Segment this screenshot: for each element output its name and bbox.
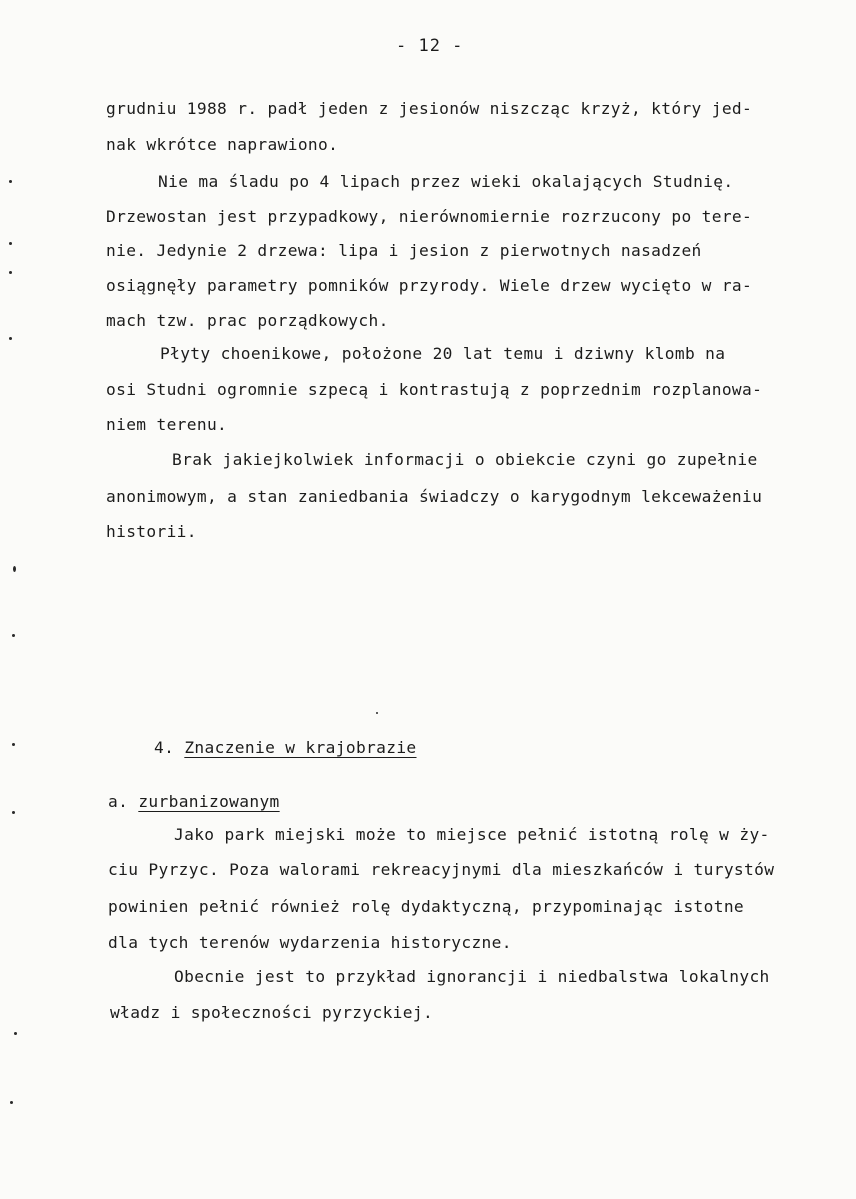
margin-speck [14, 1032, 17, 1035]
subsection-heading [108, 792, 280, 812]
section-number: 4. [154, 738, 175, 757]
margin-speck [12, 811, 15, 814]
text-line: powinien pełnić również rolę dydaktyczną, przypominając istotne [108, 897, 745, 916]
subsection-letter: a. [108, 792, 129, 811]
text-line: osi Studni ogromnie szpecą i kontrastują z poprzednim rozplanowa- [106, 380, 763, 399]
text-line: niem terenu. [106, 415, 228, 434]
margin-speck [9, 180, 12, 183]
text-line: władz i społeczności pyrzyckiej. [110, 1003, 434, 1022]
text-line: Brak jakiejkolwiek informacji o obiekcie czyni go zupełnie [172, 450, 758, 469]
text-line: nie. Jedynie 2 drzewa: lipa i jesion z pierwotnych nasadzeń [106, 241, 702, 260]
text-line: Obecnie jest to przykład ignorancji i niedbalstwa lokalnych [174, 967, 770, 986]
text-line: Jako park miejski może to miejsce pełnić istotną rolę w ży- [174, 825, 770, 844]
margin-speck [12, 743, 15, 746]
margin-speck [376, 712, 378, 714]
page-number: - 12 - [396, 36, 464, 56]
margin-speck [9, 242, 12, 245]
text-line: grudniu 1988 r. padł jeden z jesionów niszcząc krzyż, który jed- [106, 99, 753, 118]
text-line: mach tzw. prac porządkowych. [106, 311, 389, 330]
text-line: historii. [106, 522, 197, 541]
subsection-title: zurbanizowanym [138, 792, 280, 811]
section-title: Znaczenie w krajobrazie [184, 738, 417, 757]
text-line: anonimowym, a stan zaniedbania świadczy o karygodnym lekceważeniu [106, 487, 763, 506]
text-line: osiągnęły parametry pomników przyrody. Wiele drzew wycięto w ra- [106, 276, 753, 295]
text-line: dla tych terenów wydarzenia historyczne. [108, 933, 512, 952]
section-heading [154, 738, 417, 758]
margin-speck [9, 271, 12, 274]
margin-speck [13, 566, 16, 572]
text-line: ciu Pyrzyc. Poza walorami rekreacyjnymi dla mieszkańców i turystów [108, 860, 775, 879]
margin-speck [12, 634, 15, 637]
margin-speck [10, 1101, 13, 1104]
margin-speck [9, 337, 12, 340]
text-line: Drzewostan jest przypadkowy, nierównomiernie rozrzucony po tere- [106, 207, 753, 226]
text-line: nak wkrótce naprawiono. [106, 135, 339, 154]
text-line: Płyty choenikowe, położone 20 lat temu i dziwny klomb na [160, 344, 726, 363]
text-line: Nie ma śladu po 4 lipach przez wieki okalających Studnię. [158, 172, 734, 191]
